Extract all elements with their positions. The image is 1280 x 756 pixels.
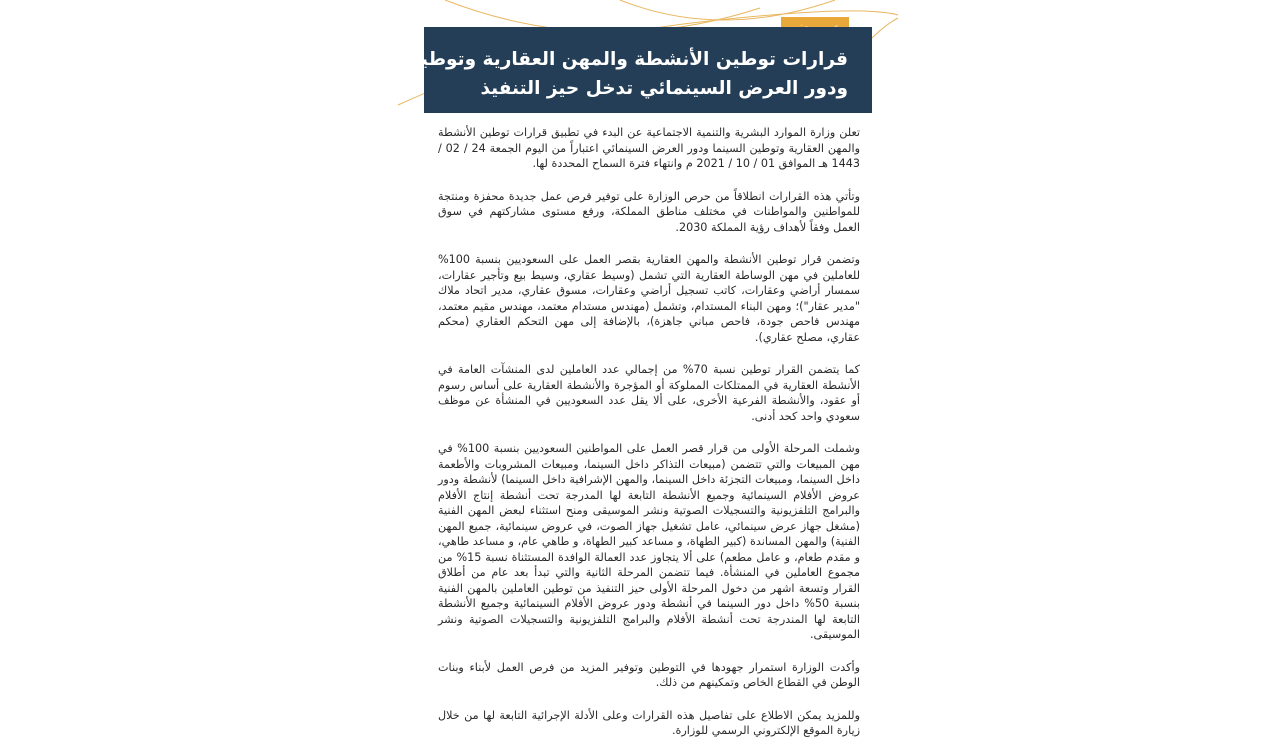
paragraph: وللمزيد يمكن الاطلاع على تفاصيل هذه القرارات وعلى الأدلة الإجرائية التابعة لها من خلال زيارة الموقع الإلكتروني الرسمي للوزارة. [438, 708, 860, 737]
article-body [438, 125, 860, 756]
paragraph: تعلن وزارة الموارد البشرية والتنمية الاجتماعية عن البدء في تطبيق قرارات توطين الأنشطة والمهن العقارية وتوطين السينما ودور العرض السينمائي اعتباراً من اليوم الجمعة 24 / 02 / 1443 هـ الموافق 01 / 10 / 2021 م وانتهاء فترة السماح المحددة لها. [438, 126, 860, 170]
headline-box [331, 27, 872, 113]
headline-line-2: ودور العرض السينمائي تدخل حيز التنفيذ [480, 78, 848, 99]
paragraph: وأكدت الوزارة استمرار جهودها في التوطين وتوفير المزيد من فرص العمل لأبناء وبنات الوطن في القطاع الخاص وتمكينهم من ذلك. [438, 660, 860, 689]
paragraph: وشملت المرحلة الأولى من قرار قصر العمل على المواطنين السعوديين بنسبة 100% في مهن المبيعات والتي تتضمن (مبيعات التذاكر داخل السينما، ومبيعات المشروبات والأطعمة داخل السينما، ومبيعات التجزئة داخل السينما، والمهن الإشرافية داخل السينما) لأنشطة ودور عروض الأفلام السينمائية وجميع الأنشطة التابعة لها المدرجة تحت أنشطة إنتاج الأفلام والبرامج التلفزيونية والتسجيلات الصوتية ونشر الموسيقى ومنح استثناء لبعض المهن الفنية (مشغل جهاز عرض سينمائي، عامل تشغيل جهاز الصوت، في عروض سينمائية، جميع المهن الفنية) والمهن المساندة (كبير الطهاة، و مساعد كبير الطهاة، و طاهي عام، و مساعد طاهي، و مقدم طعام، و عامل مطعم) على ألا يتجاوز عدد العمالة الوافدة المستثناة نسبة 15% من مجموع العاملين في المنشأة. فيما تتضمن المرحلة الثانية والتي تبدأ بعد عام من أطلاق القرار وتسعة اشهر من دخول المرحلة الأولى حيز التنفيذ من توطين العاملين بالمهن الفنية بنسبة 50% داخل دور السينما في أنشطة ودور عروض الأفلام السينمائية وجميع الأنشطة التابعة لها المندرجة تحت أنشطة الأفلام والبرامج التلفزيونية والتسجيلات الصوتية ونشر الموسيقى. [438, 442, 861, 641]
paragraph: وتضمن قرار توطين الأنشطة والمهن العقارية بقصر العمل على السعوديين بنسبة 100% للعاملين في مهن الوساطة العقارية التي تشمل (وسيط عقاري، وسيط بيع وتأجير عقارات، سمسار أراضي وعقارات، كاتب تسجيل أراضي وعقارات، مسوق عقاري، مدير اتحاد ملاك "مدير عقار")؛ ومهن البناء المستدام، وتشمل (مهندس مستدام معتمد، مهندس مقيم معتمد، مهندس فاحص جودة، فاحص مباني جاهزة)، بالإضافة إلى مهن التحكم العقاري (محكم عقاري، مصلح عقاري). [438, 253, 860, 344]
paragraph: وتأتي هذه القرارات انطلاقاً من حرص الوزارة على توفير فرص عمل جديدة محفزة ومنتجة للمواطنين والمواطنات في مختلف مناطق المملكة، ورفع مستوى مشاركتهم في سوق العمل وفقاً لأهداف رؤية المملكة 2030. [438, 189, 860, 234]
paragraph: كما يتضمن القرار توطين نسبة 70% من إجمالي عدد العاملين لدى المنشآت العامة في الأنشطة العقارية في الممتلكات المملوكة أو المؤجرة والأنشطة العقارية على أساس رسوم أو عقود، والأنشطة الفرعية الأخرى، على ألا يقل عدد السعوديين في المنشأة عن موظف سعودي واحد كحد أدنى. [438, 363, 861, 423]
headline-line-1: قرارات توطين الأنشطة والمهن العقارية وتوطين السينما [331, 49, 848, 70]
